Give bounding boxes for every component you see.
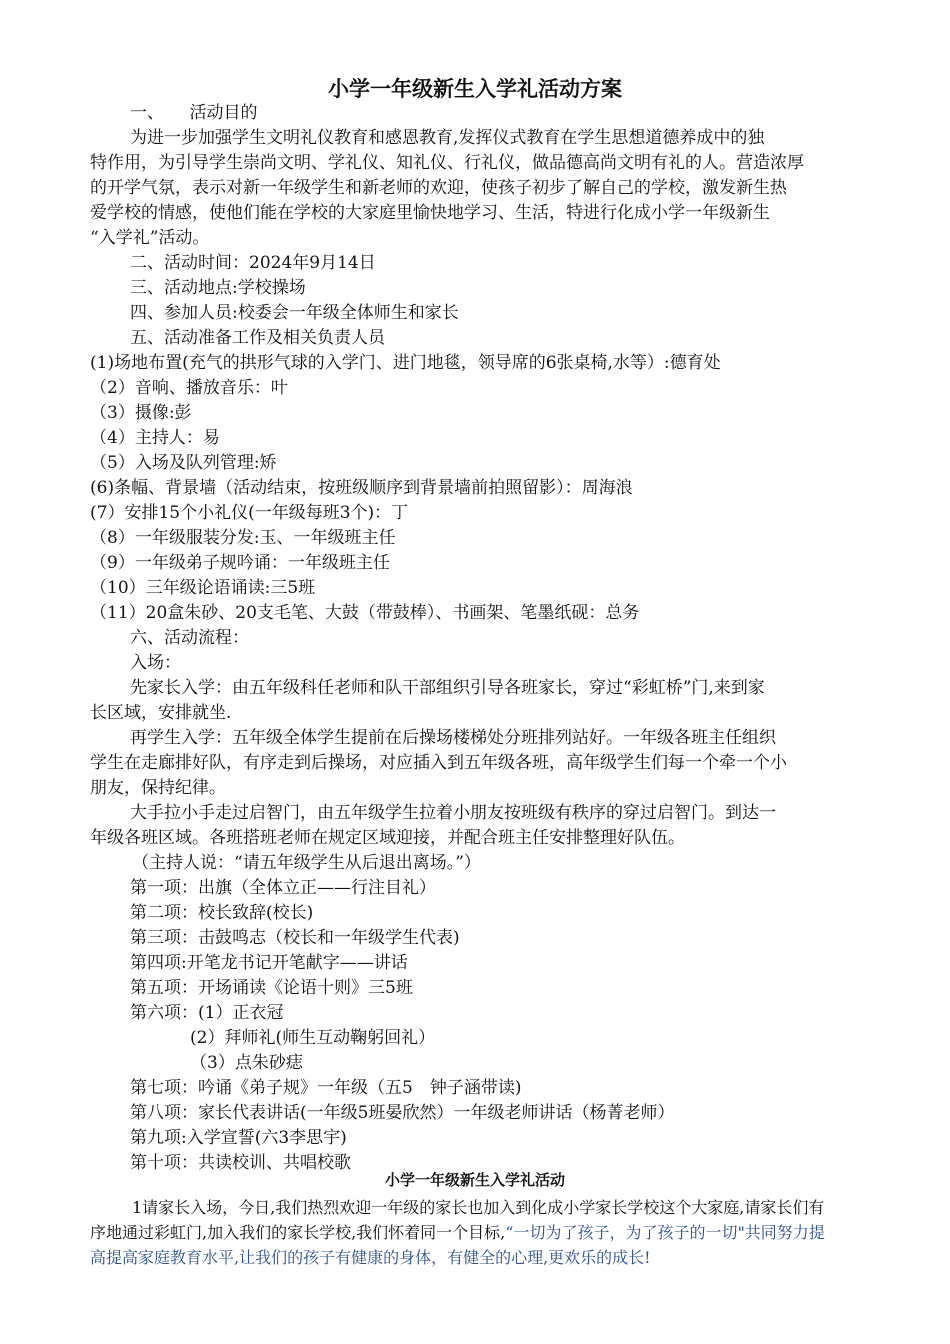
program-item: 第八项：家长代表讲话(一年级5班晏欣然）一年级老师讲话（杨菁老师）	[130, 1103, 675, 1123]
list-item: (1)场地布置(充气的拱形气球的入学门、进门地毯，领导席的6张桌椅,水等）:德育处	[90, 353, 721, 373]
program-item: 第七项：吟诵《弟子规》一年级（五5 钟子涵带读)	[130, 1078, 522, 1098]
section-heading: 四、参加人员:校委会一年级全体师生和家长	[130, 303, 459, 323]
section-heading: 五、活动准备工作及相关负责人员	[130, 328, 385, 348]
host-remark: （主持人说：“请五年级学生从后退出离场。”）	[132, 853, 481, 873]
closing-line	[90, 1222, 825, 1244]
section-heading: 二、活动时间：2024年9月14日	[130, 253, 376, 273]
program-item: 第六项：(1）正衣冠	[130, 1003, 284, 1023]
list-item: （10）三年级论语诵读:三5班	[90, 578, 316, 598]
list-item: （4）主持人：易	[90, 428, 220, 448]
list-item: （2）音响、播放音乐：叶	[90, 378, 288, 398]
program-item: 第五项：开场诵读《论语十则》三5班	[130, 978, 413, 998]
section-subtitle: 小学一年级新生入学礼活动	[384, 1171, 565, 1189]
closing-text-plain: 序地通过彩虹门,加入我们的家长学校,我们怀着同一个目标,	[90, 1223, 506, 1242]
paragraph-line: 特作用，为引导学生崇尚文明、学礼仪、知礼仪、行礼仪，做品德高尚文明有礼的人。营造浓厚	[90, 153, 804, 173]
program-item: 第四项:开笔龙书记开笔献字——讲话	[130, 953, 408, 973]
paragraph-line: 爱学校的情感，使他们能在学校的大家庭里愉快地学习、生活，特进行化成小学一年级新生	[90, 203, 770, 223]
section-heading: 六、活动流程：	[130, 628, 249, 648]
closing-text-highlight: “一切为了孩子，为了孩子的一切"共同努力提	[505, 1223, 825, 1242]
program-item: 第九项:入学宣誓(六3李思宇)	[130, 1128, 347, 1148]
program-item: 第一项：出旗（全体立正——行注目礼）	[130, 878, 436, 898]
section-heading: 一、 活动目的	[130, 103, 258, 123]
document-title: 小学一年级新生入学礼活动方案	[328, 77, 622, 101]
list-item: （8）一年级服装分发:玉、一年级班主任	[90, 528, 396, 548]
paragraph-line: “入学礼”活动。	[90, 228, 210, 248]
list-item: （11）20盒朱砂、20支毛笔、大鼓（带鼓棒）、书画架、笔墨纸砚：总务	[90, 603, 640, 623]
paragraph-line: 为进一步加强学生文明礼仪教育和感恩教育,发挥仪式教育在学生思想道德养成中的独	[130, 128, 765, 148]
paragraph-line: 年级各班区域。各班搭班老师在规定区域迎接，并配合班主任安排整理好队伍。	[90, 828, 685, 848]
list-item: （9）一年级弟子规吟诵：一年级班主任	[90, 553, 390, 573]
program-item: 第二项：校长致辞(校长)	[130, 903, 314, 923]
list-item: (6)条幅、背景墙（活动结束，按班级顺序到背景墙前拍照留影）：周海浪	[90, 478, 633, 498]
program-item: 第三项：击鼓鸣志（校长和一年级学生代表)	[130, 928, 460, 948]
list-item: （5）入场及队列管理:矫	[90, 453, 277, 473]
closing-line: 1请家长入场，今日,我们热烈欢迎一年级的家长也加入到化成小学家长学校这个大家庭,请家长们有	[132, 1198, 825, 1217]
list-item: (7）安排15个小礼仪(一年级每班3个)：丁	[90, 503, 409, 523]
section-heading: 三、活动地点:学校操场	[130, 278, 306, 298]
paragraph-line: 入场：	[130, 653, 181, 673]
paragraph-line: 朋友，保持纪律。	[90, 778, 226, 798]
paragraph-line: 大手拉小手走过启智门，由五年级学生拉着小朋友按班级有秩序的穿过启智门。到达一	[130, 803, 776, 823]
program-item: 第十项：共读校训、共唱校歌	[130, 1153, 351, 1173]
paragraph-line: 长区域，安排就坐.	[90, 703, 232, 723]
program-subitem: (2）拜师礼(师生互动鞠躬回礼）	[190, 1028, 436, 1048]
paragraph-line: 的开学气氛，表示对新一年级学生和新老师的欢迎，使孩子初步了解自己的学校，激发新生热	[90, 178, 787, 198]
closing-line: 高提高家庭教育水平,让我们的孩子有健康的身体，有健全的心理,更欢乐的成长!	[90, 1248, 651, 1267]
list-item: （3）摄像:彭	[90, 403, 192, 423]
paragraph-line: 再学生入学：五年级全体学生提前在后操场楼梯处分班排列站好。一年级各班主任组织	[130, 728, 776, 748]
paragraph-line: 先家长入学：由五年级科任老师和队干部组织引导各班家长，穿过“彩虹桥”门,来到家	[130, 678, 765, 698]
program-subitem: （3）点朱砂痣	[190, 1053, 303, 1073]
paragraph-line: 学生在走廊排好队，有序走到后操场，对应插入到五年级各班，高年级学生们每一个牵一个小	[90, 753, 787, 773]
